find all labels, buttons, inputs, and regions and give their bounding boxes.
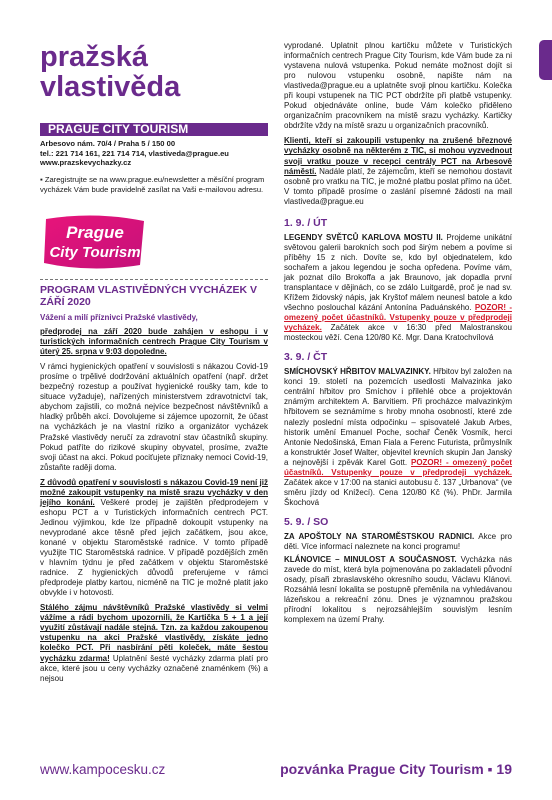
- bullet-icon: ▪: [40, 175, 45, 184]
- footer-website-link[interactable]: www.kampocesku.cz: [40, 762, 166, 777]
- event-malvazinky: SMÍCHOVSKÝ HŘBITOV MALVAZINKY. Hřbitov byl založen na konci 19. století na pozemcích usedlosti Malvazinka jako centrální hřbitov pro Smíchov i přilehlé obce a projektován známým architektem A. Barvitiem. Při procházce malvazinkým hřbitovem se seznámíme s hroby mnoha osobností, které zde nalezly poslední místa odpočinku – spisovatelé Jakub Arbes, historik umění Emanuel Poche, sochař Čeněk Vosmík, herci Antonie Nedošinská, Eman Fiala a Ferenc Futurista, průmyslník a konstruktér Josef Walter, objevitel krevních skupin Jan Janský a nejnovější i zpěvák Karel Gott. POZOR! - omezený počet účastníků. Vstupenky pouze v předprodeji vycházek. Začátek akce v 17:00 na stanici autobusu č. 137 „Urbanova“ (ve směru jízdy od Knížecí). Cena 120/80 Kč (%). PhDr. Jarmila Škochová: [284, 367, 513, 507]
- event-klanovice: KLÁNOVICE – MINULOST A SOUČASNOST. Vycházka nás zavede do míst, která byla pojmenována po zakladateli původní osady, písaři zbraslavského okresního soudu, Václavu Klánovi. Rozsáhlá lesní lokalita se postupně přeměnila na vyhledávanou lázeňskou a rekreační zónu. Dnes je významnou pražskou přírodní lokalitou s nejrozsáhlejším souvislým lesním komplexem na území Prahy.: [284, 555, 512, 625]
- page-number: 19: [496, 761, 512, 777]
- day-heading-2: 3. 9. / ČT: [284, 351, 328, 364]
- prague-city-tourism-logo: [40, 213, 150, 271]
- org-contact: [40, 139, 268, 168]
- footer-page-label: [280, 761, 512, 777]
- title-line-2: vlastivěda: [40, 71, 181, 103]
- card-continuation: vyprodané. Uplatnit plnou kartičku můžete v Turistických informačních centrech Prague City Tourism, kde Vám bude za ni vystavena nulová vstupenka. Pokud nemáte možnost dojít si pro nulovou vstupenku osobně, napište nám na vlastiveda@prague.eu a uplatněte svoji plnou kartičku. Kolečka při koupi vstupenek na TIC PCT obdržíte při platbě vstupenky. Pokud objednáváte online, bude Vám kolečko přiděleno organizačním pracovníkem na místě srazu vycházky. Kartičky obdržíte vždy na místě srazu u organizačních pracovníků.: [284, 41, 512, 131]
- day-heading-3: 5. 9. / SO: [284, 515, 329, 528]
- footer-title: pozvánka Prague City Tourism: [280, 761, 484, 777]
- svg-text:Prague: Prague: [66, 223, 124, 242]
- program-heading: PROGRAM VLASTIVĚDNÝCH VYCHÁZEK V ZÁŘÍ 2020: [40, 284, 258, 308]
- day-heading-1: 1. 9. / ÚT: [284, 216, 328, 229]
- card-paragraph: Stálého zájmu návštěvníků Pražské vlastivědy si velmi vážíme a rádi bychom upozornili, že Kartička 5 + 1 a její využití zůstávají nadále stejná. Tzn. za každou zakoupenou vstupenku na akci Pražské vlastivědy, získáte jedno kolečko PCT. Při nasbírání pěti koleček, máte šestou vycházku zdarma! Uplatnění šesté vycházky zdarma platí pro akce, které jsou u ceny vycházky označené znaménkem (%) a nejsou: [40, 603, 268, 683]
- footer-separator: ▪: [487, 761, 493, 777]
- svg-text:City Tourism: City Tourism: [49, 244, 141, 261]
- title-line-1: pražská: [40, 41, 149, 73]
- divider: [40, 279, 268, 280]
- org-address: Arbesovo nám. 70/4 / Praha 5 / 150 00: [40, 139, 176, 148]
- newsletter-note: [40, 175, 268, 194]
- hygiene-paragraph: V rámci hygienických opatření v souvislosti s nákazou Covid-19 prosíme o trpělivé dodržování aktuálních opatření (např. držet bezpečný rozestup a používat hygienické roušky tam, kde to situace vyžaduje), nařízených ministerstvem zdravotnictví tak, abychom zajistili, co možná nejvíce bezpečnost návštěvníků a hladký průběh akcí. Dovolujeme si zájemce upozornit, že účast na vycházkách je na vlastní riziko a organizátor vycházek Pražské vlastivědy neručí za zdravotní stav účastníků skupiny. Pokud patříte do rizikové skupiny obyvatel, prosíme, zvažte svoji účast na akci. Pokud pociťujete příznaky nemoci Covid-19, zůstaňte raději doma.: [40, 362, 268, 472]
- newsletter-text: Zaregistrujte se na www.prague.eu/newsletter a měsíční program vycházek Vám bude pravidelně zasílat na Vaši e-mailovou adresu.: [40, 175, 265, 194]
- org-name-bar: PRAGUE CITY TOURISM: [40, 123, 268, 136]
- greeting: Vážení a milí příznivci Pražské vlastivědy,: [40, 313, 198, 322]
- event-apostoly: ZA APOŠTOLY NA STAROMĚSTSKOU RADNICI. Akce pro děti. Více informací naleznete na konci programu!: [284, 531, 512, 551]
- covid-paragraph: Z důvodů opatření v souvislosti s nákazou Covid-19 není již možné zakoupit vstupenky na místě srazu vycházky v den jejího konání. Veškeré prodej je zajištěn předprodejem v eshopu PCT a v Turistických informačních centrech PCT. Jedinou výjimkou, kde lze případně dokoupit vstupenky na nevyprodané akce těsně před jejich začátkem, jsou akce, konané v objektu Staroměstské radnice. V tomto případě využijte TIC Staroměstská radnice. V případě pozdějších změn v hlavním týdnu je před začátkem v objektu Staroměstské radnice. Z hygienických důvodů preferujeme v rámci předprodeje platby kartou, nicméně na TIC je možné platit jako obvykle i v hotovosti.: [40, 477, 268, 598]
- left-column: [40, 284, 268, 684]
- section-title: [40, 42, 180, 102]
- page-edge-tab: [539, 40, 552, 80]
- right-column: [284, 41, 512, 625]
- presale-note: předprodej na září 2020 bude zahájen v eshopu i v turistických informačních centrech Prague City Tourism v úterý 25. srpna v 9:03 dopoledne.: [40, 327, 268, 357]
- refund-paragraph: Klienti, kteří si zakoupili vstupenky na zrušené březnové vycházky osobně na některém z TIC, si mohou vyzvednout svoji vratku pouze v recepci centrály PCT na Arbesově náměstí. Nadále platí, že zájemcům, kteří se nemohou dostavit osobně pro vratku na TIC, je možné platbu poslat přímo na účet. V tomto případě prosíme o zaslání písemné žádosti na mail vlastiveda@prague.eu: [284, 136, 512, 206]
- org-tel: tel.: 221 714 161, 221 714 714, vlastiveda@prague.eu: [40, 148, 229, 158]
- event-karluv-most: LEGENDY SVĚTCŮ KARLOVA MOSTU II. Projdeme unikátní světovou galerii barokních soch pod širým nebem a povíme si příběhy 15 z nich. Dovíte se, kdo byl objednatelem, kdo sochařem a jakou legendou je socha opředena. Povíme vám, jak poznat dílo Brokoffa a jak Braunovo, jak dopadla první transplantace v dějinách, co se zdálo Luitgardě, proč je nad sv. Křížem židovský nápis, jak Kryštof málem neunesl batole a kdo všechno poslouchal kázání Antonína Paduánského. POZOR! - omezený počet účastníků. Vstupenky pouze v předprodeji vycházek. Začátek akce v 16:30 před Malostranskou mosteckou věží. Cena 120/80 Kč. Mgr. Dana Kratochvílová: [284, 232, 512, 343]
- org-web-link[interactable]: www.prazskevychazky.cz: [40, 158, 132, 168]
